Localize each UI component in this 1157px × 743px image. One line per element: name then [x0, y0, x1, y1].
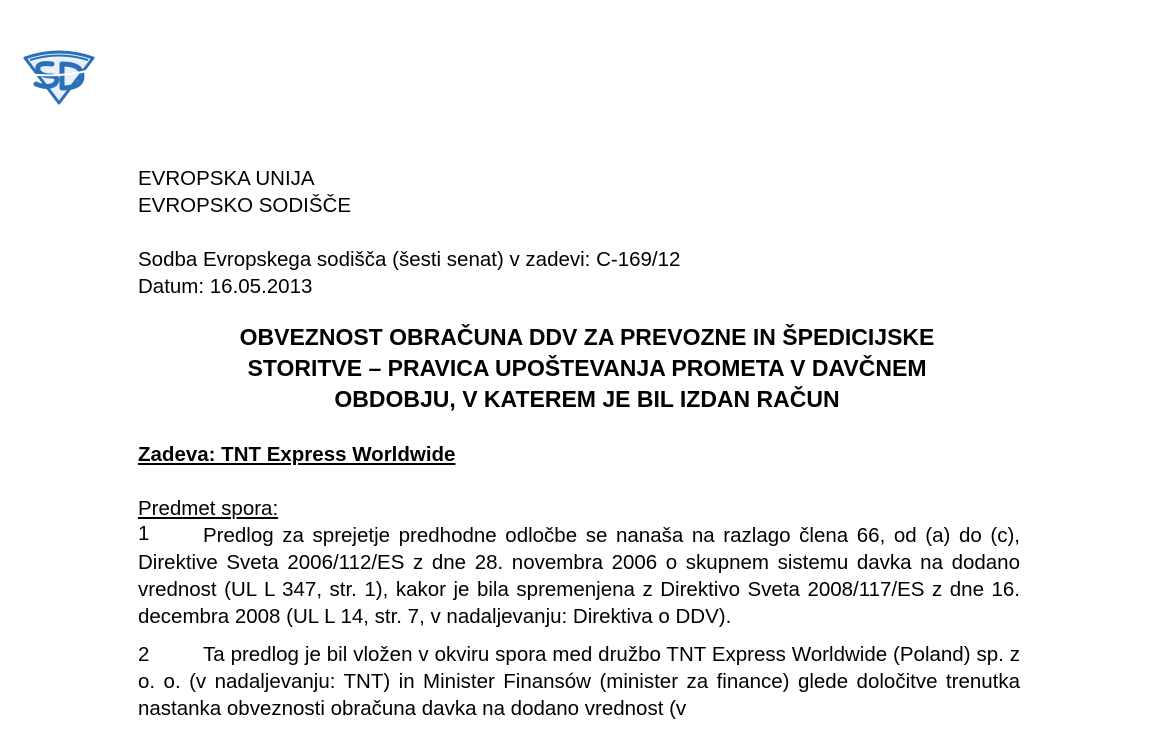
header-line-2: EVROPSKO SODIŠČE: [138, 194, 352, 217]
paragraph-number: 2: [138, 643, 150, 666]
title-line-3: OBDOBJU, V KATEREM JE BIL IZDAN RAČUN: [334, 386, 840, 412]
judgment-line: Sodba Evropskega sodišča (šesti senat) v zadevi: C-169/12: [138, 248, 681, 271]
date-line: Datum: 16.05.2013: [138, 275, 313, 298]
paragraph-text: Predlog za sprejetje predhodne odločbe se nanaša na razlago člena 66, od (a) do (c), Direktive Sveta 2006/112/ES z dne 28. novembra 2006 o skupnem sistemu davka na dodano vrednost (UL L 347, str. 1), kakor je bila spremenjena z Direktivo Sveta 2008/117/ES z dne 16. decembra 2008 (UL L 14, str. 7, v nadaljevanju: Direktiva o DDV).: [138, 524, 1020, 628]
paragraph-number: 1: [138, 522, 150, 545]
paragraph-1: [138, 522, 1020, 630]
sd-logo: [22, 48, 96, 106]
case-label: Zadeva: TNT Express Worldwide: [138, 443, 456, 466]
title-line-2: STORITVE – PRAVICA UPOŠTEVANJA PROMETA V DAVČNEM: [247, 355, 927, 381]
logo-icon: [22, 48, 96, 106]
document-body: [138, 165, 1020, 722]
document-title: [138, 322, 1020, 415]
paragraph-2: [138, 641, 1020, 722]
header-line-1: EVROPSKA UNIJA: [138, 167, 315, 190]
paragraph-text: Ta predlog je bil vložen v okviru spora med družbo TNT Express Worldwide (Poland) sp. z o. o. (v nadaljevanju: TNT) in Minister Finansów (minister za finance) glede določitve trenutka nastanka obveznosti obračuna davka na dodano vrednost (v: [138, 643, 1020, 720]
subject-label: Predmet spora:: [138, 497, 279, 520]
title-line-1: OBVEZNOST OBRAČUNA DDV ZA PREVOZNE IN ŠPEDICIJSKE: [239, 324, 935, 350]
